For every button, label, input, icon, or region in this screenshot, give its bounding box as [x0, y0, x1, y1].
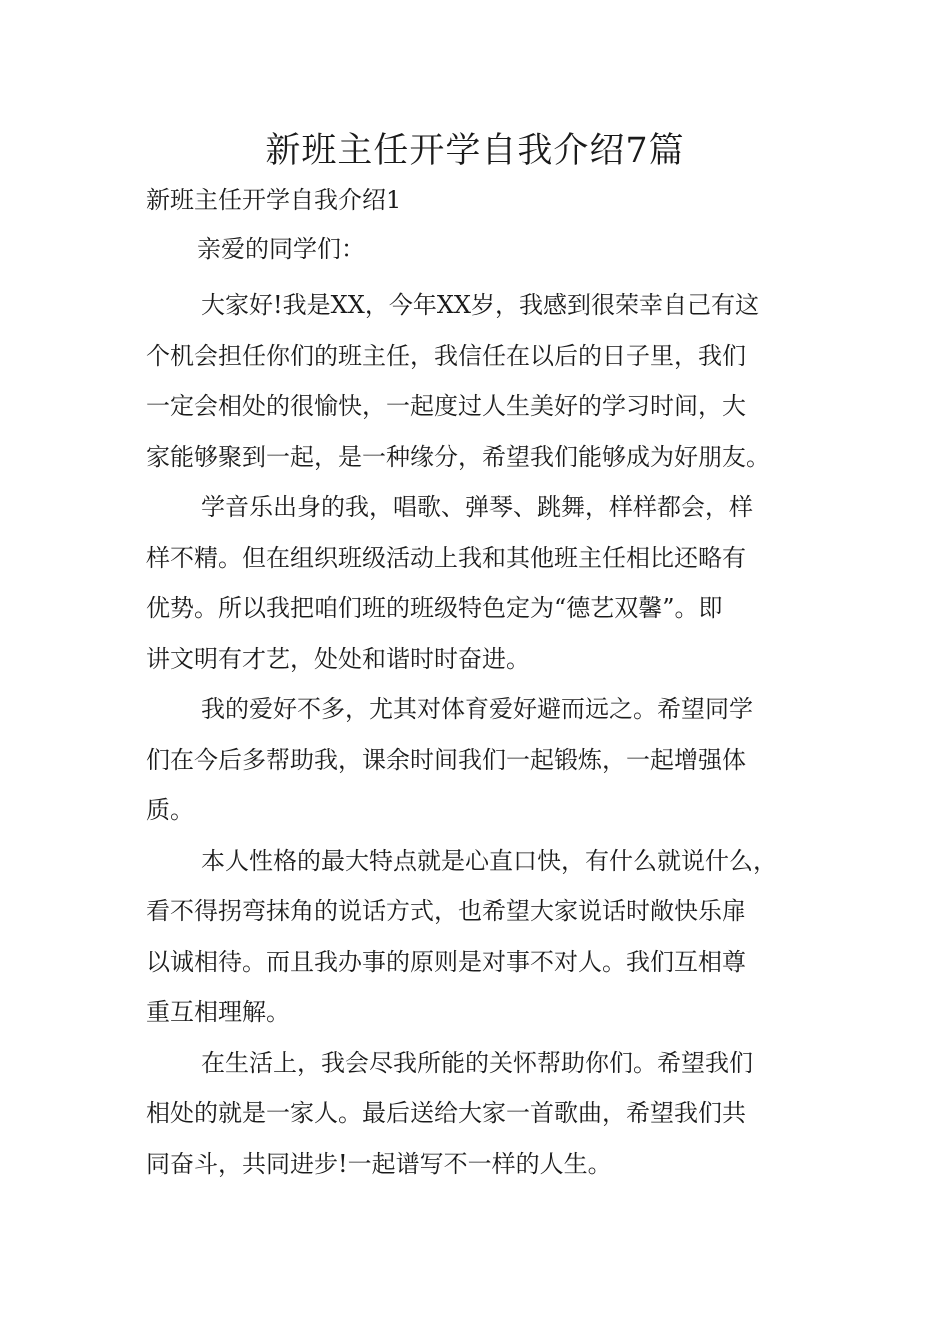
text-line: 我的爱好不多，尤其对体育爱好避而远之。希望同学 [201, 695, 753, 723]
text-line: 一定会相处的很愉快，一起度过人生美好的学习时间，大 [146, 392, 746, 420]
text-line: 以诚相待。而且我办事的原则是对事不对人。我们互相尊 [146, 947, 746, 976]
text-line: 们在今后多帮助我，课余时间我们一起锻炼，一起增强体 [146, 745, 746, 774]
text-line: 重互相理解。 [146, 998, 290, 1026]
document-title: 新班主任开学自我介绍7篇 [265, 131, 685, 171]
text-line: 看不得拐弯抹角的说话方式，也希望大家说话时敞快乐扉 [146, 897, 746, 925]
text-line: 本人性格的最大特点就是心直口快，有什么就说什么， [201, 846, 777, 875]
text-line: 相处的就是一家人。最后送给大家一首歌曲，希望我们共 [146, 1099, 746, 1127]
text-line: 优势。所以我把咱们班的班级特色定为“德艺双馨”。即 [146, 594, 723, 622]
paragraph [146, 836, 826, 1038]
text-line: 质。 [146, 796, 194, 824]
text-line: 家能够聚到一起，是一种缘分，希望我们能够成为好朋友。 [146, 442, 770, 471]
text-line: 大家好!我是XX，今年XX岁，我感到很荣幸自己有这 [201, 291, 759, 319]
document-body [146, 280, 826, 1189]
text-line: 个机会担任你们的班主任，我信任在以后的日子里，我们 [146, 341, 746, 370]
paragraph [146, 280, 826, 482]
text-line: 讲文明有才艺，处处和谐时时奋进。 [146, 644, 530, 673]
paragraph [146, 482, 826, 684]
greeting-line: 亲爱的同学们： [197, 235, 365, 263]
paragraph [146, 684, 826, 836]
text-line: 在生活上，我会尽我所能的关怀帮助你们。希望我们 [201, 1048, 753, 1077]
paragraph [146, 1038, 826, 1190]
text-line: 同奋斗，共同进步!一起谱写不一样的人生。 [146, 1149, 612, 1178]
text-line: 样不精。但在组织班级活动上我和其他班主任相比还略有 [146, 543, 746, 572]
section-title: 新班主任开学自我介绍1 [146, 186, 402, 214]
text-line: 学音乐出身的我，唱歌、弹琴、跳舞，样样都会，样 [201, 493, 753, 521]
